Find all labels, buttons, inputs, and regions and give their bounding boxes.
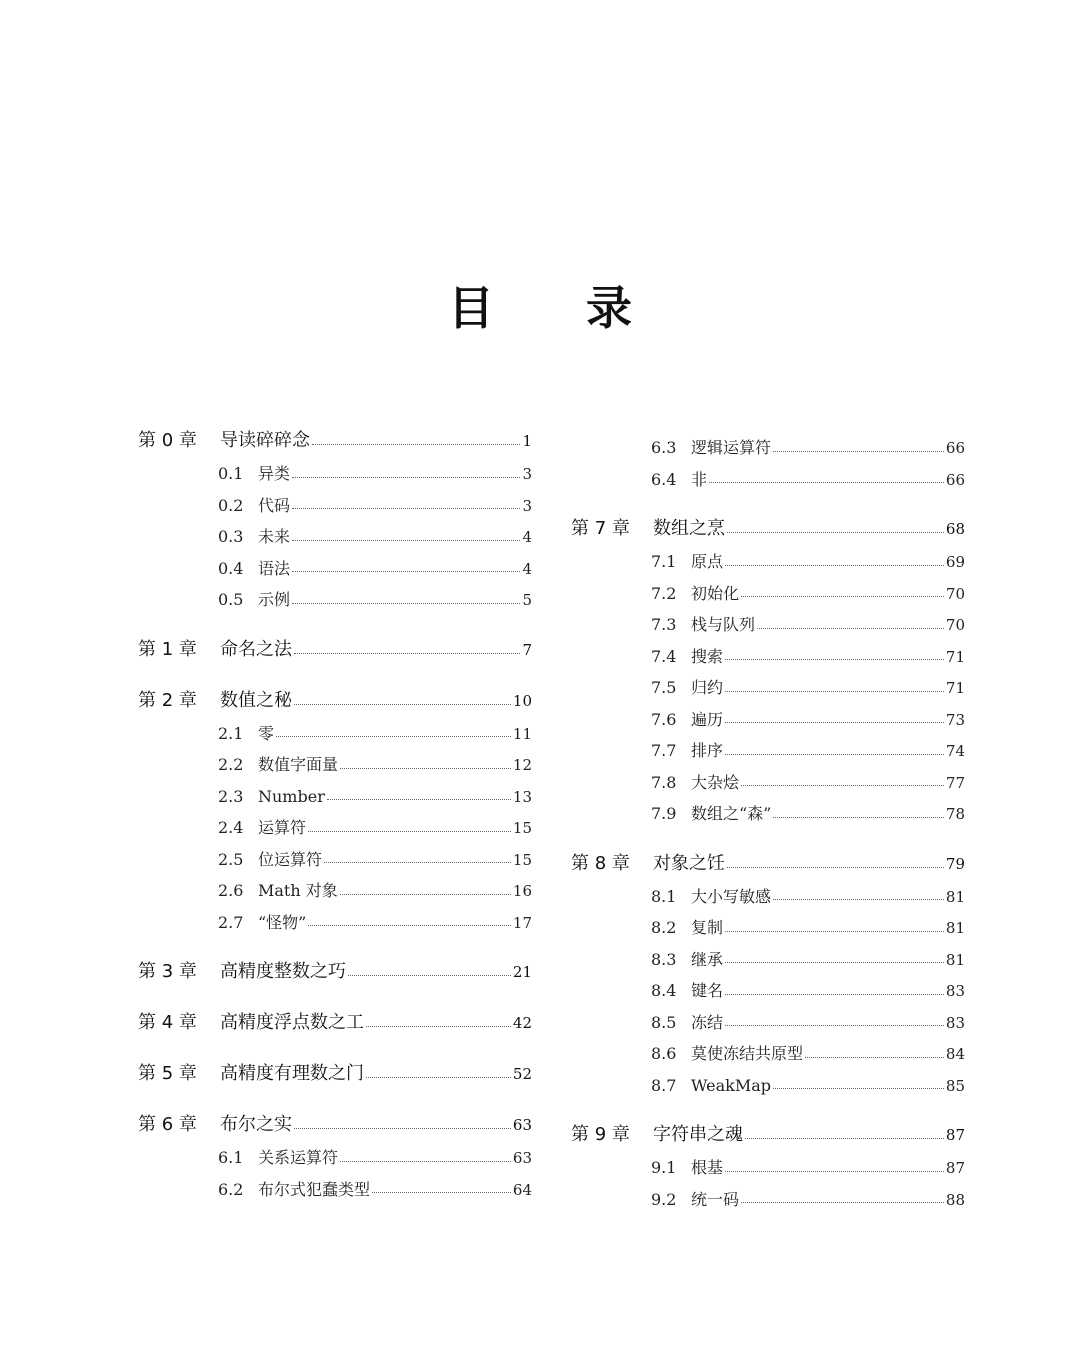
entry-page-number: 87 (945, 1159, 965, 1177)
entry-title: 位运算符 (258, 849, 323, 869)
entry-page-number: 74 (945, 742, 965, 760)
entry-title: 数组之烹 (653, 518, 725, 539)
dot-leader (727, 531, 944, 533)
entry-page-number: 78 (945, 805, 965, 823)
entry-page-number: 42 (512, 1014, 532, 1032)
dot-leader (348, 974, 511, 976)
entry-title: 异类 (258, 464, 291, 483)
entry-number: 2.2 (218, 755, 244, 774)
entry-title: 命名之法 (220, 638, 292, 660)
toc-section-entry (138, 584, 532, 616)
entry-page-number: 5 (522, 591, 532, 609)
entry-page-number: 16 (512, 882, 532, 900)
entry-number: 8.4 (651, 981, 677, 1000)
entry-title: 高精度整数之巧 (220, 961, 346, 982)
dot-leader (773, 1087, 944, 1089)
entry-number: 8.2 (651, 918, 677, 937)
entry-number: 7.2 (651, 583, 677, 603)
entry-number: 7.3 (651, 615, 677, 634)
toc-chapter-entry (138, 955, 532, 989)
entry-title: 语法 (258, 558, 291, 578)
entry-page-number: 81 (945, 887, 965, 906)
entry-number: 第 4 章 (138, 1012, 197, 1033)
toc-section-entry (571, 672, 965, 704)
entry-title: 排序 (691, 741, 724, 760)
entry-page-number: 64 (512, 1180, 532, 1199)
toc-left-column (138, 424, 532, 1205)
toc-section-entry (138, 907, 532, 939)
toc-chapter-entry (571, 512, 965, 546)
dot-leader (292, 570, 520, 572)
toc-section-entry (571, 641, 965, 673)
toc-section-entry (571, 432, 965, 464)
entry-title: 关系运算符 (258, 1148, 339, 1167)
entry-number: 8.1 (651, 886, 677, 906)
entry-number: 2.3 (218, 786, 244, 806)
entry-page-number: 73 (945, 710, 965, 729)
entry-title: 继承 (691, 949, 724, 969)
entry-title: 莫使冻结共原型 (691, 1044, 804, 1063)
toc-section-entry (571, 881, 965, 913)
toc-right-column (571, 432, 965, 1215)
toc-section-entry (571, 975, 965, 1007)
entry-page-number: 12 (512, 756, 532, 774)
entry-number: 7.5 (651, 678, 677, 697)
dot-leader (292, 476, 520, 478)
entry-title: 零 (258, 723, 275, 743)
toc-section-entry (571, 609, 965, 641)
entry-number: 7.6 (651, 709, 677, 729)
entry-number: 第 2 章 (138, 689, 197, 711)
dot-leader (725, 753, 944, 755)
entry-title: 大小写敏感 (691, 886, 772, 906)
entry-page-number: 81 (945, 950, 965, 969)
toc-section-entry (571, 1007, 965, 1039)
entry-number: 0.4 (218, 558, 244, 578)
dot-leader (741, 784, 944, 786)
dot-leader (366, 1076, 511, 1078)
entry-page-number: 52 (512, 1065, 532, 1083)
entry-page-number: 4 (522, 559, 532, 578)
entry-page-number: 21 (512, 963, 532, 981)
dot-leader (725, 930, 944, 932)
dot-leader (725, 1024, 944, 1026)
entry-number: 7.4 (651, 646, 677, 666)
entry-number: 第 5 章 (138, 1063, 197, 1084)
dot-leader (292, 602, 520, 604)
entry-number: 2.7 (218, 912, 244, 932)
entry-title: 运算符 (258, 818, 307, 837)
entry-page-number: 88 (945, 1190, 965, 1209)
entry-title: 栈与队列 (691, 615, 756, 634)
toc-section-entry (571, 1184, 965, 1216)
entry-page-number: 3 (522, 496, 532, 515)
toc-chapter-entry (138, 633, 532, 667)
entry-title: 遍历 (691, 709, 724, 729)
dot-leader (773, 450, 944, 452)
toc-section-entry (571, 1038, 965, 1070)
dot-leader (725, 961, 944, 963)
dot-leader (324, 861, 511, 863)
dot-leader (312, 443, 520, 445)
entry-number: 6.4 (651, 469, 677, 489)
entry-number: 6.1 (218, 1148, 244, 1167)
entry-number: 2.4 (218, 818, 244, 837)
dot-leader (276, 735, 511, 737)
toc-chapter-entry (138, 1108, 532, 1142)
dot-leader (308, 924, 511, 926)
entry-title: WeakMap (691, 1075, 772, 1095)
entry-page-number: 66 (945, 470, 965, 489)
entry-number: 0.2 (218, 495, 244, 515)
entry-title: 高精度有理数之门 (220, 1063, 364, 1084)
entry-page-number: 1 (522, 432, 532, 450)
dot-leader (725, 1170, 944, 1172)
entry-page-number: 68 (945, 520, 965, 538)
entry-title: 原点 (691, 552, 724, 571)
entry-page-number: 63 (512, 1116, 532, 1134)
entry-page-number: 15 (512, 850, 532, 869)
entry-number: 9.1 (651, 1158, 677, 1177)
toc-section-entry (571, 912, 965, 944)
dot-leader (741, 595, 944, 597)
toc-section-entry (138, 781, 532, 813)
dot-leader (366, 1025, 511, 1027)
dot-leader (292, 539, 520, 541)
entry-number: 0.3 (218, 527, 244, 546)
entry-title: 大杂烩 (691, 772, 740, 792)
dot-leader (773, 816, 944, 818)
entry-number: 第 3 章 (138, 961, 197, 982)
toc-section-entry (571, 1070, 965, 1102)
dot-leader (294, 1127, 511, 1129)
entry-title: 数值之秘 (220, 689, 292, 711)
entry-number: 2.5 (218, 849, 244, 869)
toc-chapter-entry (571, 1118, 965, 1152)
dot-leader (340, 893, 511, 895)
entry-number: 第 1 章 (138, 638, 197, 660)
entry-page-number: 3 (522, 465, 532, 483)
dot-leader (709, 481, 944, 483)
entry-number: 7.9 (651, 804, 677, 823)
entry-number: 7.1 (651, 552, 677, 571)
entry-number: 8.6 (651, 1044, 677, 1063)
entry-title: 冻结 (691, 1012, 724, 1032)
entry-number: 7.8 (651, 772, 677, 792)
entry-title: 示例 (258, 590, 291, 609)
dot-leader (725, 721, 944, 723)
dot-leader (725, 658, 944, 660)
toc-section-entry (138, 1174, 532, 1206)
entry-page-number: 7 (522, 640, 532, 659)
toc-section-entry (571, 767, 965, 799)
entry-page-number: 79 (945, 854, 965, 873)
entry-number: 第 7 章 (571, 518, 630, 539)
entry-page-number: 71 (945, 647, 965, 666)
entry-number: 8.5 (651, 1012, 677, 1032)
dot-leader (725, 564, 944, 566)
entry-page-number: 63 (512, 1149, 532, 1167)
entry-title: 归约 (691, 678, 724, 697)
entry-title: 导读碎碎念 (220, 430, 310, 451)
page-title (0, 272, 1080, 338)
entry-title: 根基 (691, 1158, 724, 1177)
entry-number: 6.3 (651, 438, 677, 457)
toc-section-entry (138, 812, 532, 844)
entry-title: 初始化 (691, 583, 740, 603)
entry-title: 未来 (258, 527, 291, 546)
entry-number: 第 6 章 (138, 1114, 197, 1135)
entry-title: 复制 (691, 918, 724, 937)
page-title-right: 录 (586, 281, 632, 335)
entry-number: 2.6 (218, 881, 244, 900)
entry-page-number: 69 (945, 553, 965, 571)
entry-title: 数值字面量 (258, 755, 339, 774)
entry-number: 8.3 (651, 949, 677, 969)
dot-leader (725, 690, 944, 692)
entry-page-number: 81 (945, 919, 965, 937)
entry-title: 布尔之实 (220, 1114, 292, 1135)
dot-leader (340, 1160, 511, 1162)
toc-section-entry (571, 944, 965, 976)
toc-section-entry (138, 521, 532, 553)
entry-title: 布尔式犯蠢类型 (258, 1179, 371, 1199)
dot-leader (745, 1137, 944, 1139)
dot-leader (292, 507, 520, 509)
toc-section-entry (138, 875, 532, 907)
page-title-left: 目 (448, 281, 494, 335)
entry-number: 6.2 (218, 1179, 244, 1199)
entry-number: 第 0 章 (138, 430, 197, 451)
entry-page-number: 77 (945, 773, 965, 792)
entry-title: 数组之“森” (691, 804, 772, 823)
toc-section-entry (571, 735, 965, 767)
toc-section-entry (138, 749, 532, 781)
entry-title: 代码 (258, 495, 291, 515)
entry-page-number: 13 (512, 787, 532, 806)
dot-leader (757, 627, 944, 629)
dot-leader (308, 830, 511, 832)
entry-page-number: 71 (945, 679, 965, 697)
entry-page-number: 70 (945, 616, 965, 634)
entry-title: 非 (691, 469, 708, 489)
entry-page-number: 85 (945, 1076, 965, 1095)
entry-number: 9.2 (651, 1189, 677, 1209)
entry-page-number: 83 (945, 1013, 965, 1032)
toc-section-entry (571, 578, 965, 610)
dot-leader (805, 1056, 944, 1058)
entry-page-number: 83 (945, 982, 965, 1000)
dot-leader (327, 798, 511, 800)
toc-chapter-entry (138, 1057, 532, 1091)
entry-title: Number (258, 786, 325, 806)
toc-section-entry (138, 1142, 532, 1174)
toc-chapter-entry (138, 684, 532, 718)
toc-section-entry (571, 546, 965, 578)
entry-page-number: 15 (512, 819, 532, 837)
toc-section-entry (138, 490, 532, 522)
dot-leader (294, 703, 511, 705)
toc-section-entry (138, 844, 532, 876)
dot-leader (372, 1191, 511, 1193)
toc-chapter-entry (138, 1006, 532, 1040)
entry-page-number: 84 (945, 1045, 965, 1063)
entry-page-number: 11 (512, 724, 532, 743)
entry-number: 7.7 (651, 741, 677, 760)
entry-title: Math 对象 (258, 881, 338, 900)
toc-section-entry (138, 458, 532, 490)
entry-title: 对象之饪 (653, 852, 725, 874)
entry-page-number: 17 (512, 913, 532, 932)
toc-section-entry (138, 553, 532, 585)
entry-page-number: 4 (522, 528, 532, 546)
toc-section-entry (138, 718, 532, 750)
entry-title: 高精度浮点数之工 (220, 1012, 364, 1033)
dot-leader (773, 898, 944, 900)
entry-number: 0.5 (218, 590, 244, 609)
entry-number: 第 9 章 (571, 1124, 630, 1145)
entry-page-number: 66 (945, 439, 965, 457)
toc-chapter-entry (138, 424, 532, 458)
toc-section-entry (571, 464, 965, 496)
entry-title: 字符串之魂 (653, 1124, 743, 1145)
entry-number: 8.7 (651, 1075, 677, 1095)
toc-section-entry (571, 798, 965, 830)
dot-leader (727, 866, 944, 868)
dot-leader (741, 1201, 944, 1203)
entry-number: 2.1 (218, 723, 244, 743)
entry-number: 第 8 章 (571, 852, 630, 874)
entry-title: 逻辑运算符 (691, 438, 772, 457)
entry-title: 搜索 (691, 646, 724, 666)
entry-page-number: 10 (512, 691, 532, 710)
entry-number: 0.1 (218, 464, 244, 483)
entry-title: 统一码 (691, 1189, 740, 1209)
dot-leader (340, 767, 511, 769)
entry-title: 键名 (691, 981, 724, 1000)
dot-leader (725, 993, 944, 995)
toc-section-entry (571, 704, 965, 736)
entry-page-number: 70 (945, 584, 965, 603)
entry-page-number: 87 (945, 1126, 965, 1144)
toc-chapter-entry (571, 847, 965, 881)
toc-section-entry (571, 1152, 965, 1184)
entry-title: “怪物” (258, 912, 307, 932)
dot-leader (294, 652, 520, 654)
